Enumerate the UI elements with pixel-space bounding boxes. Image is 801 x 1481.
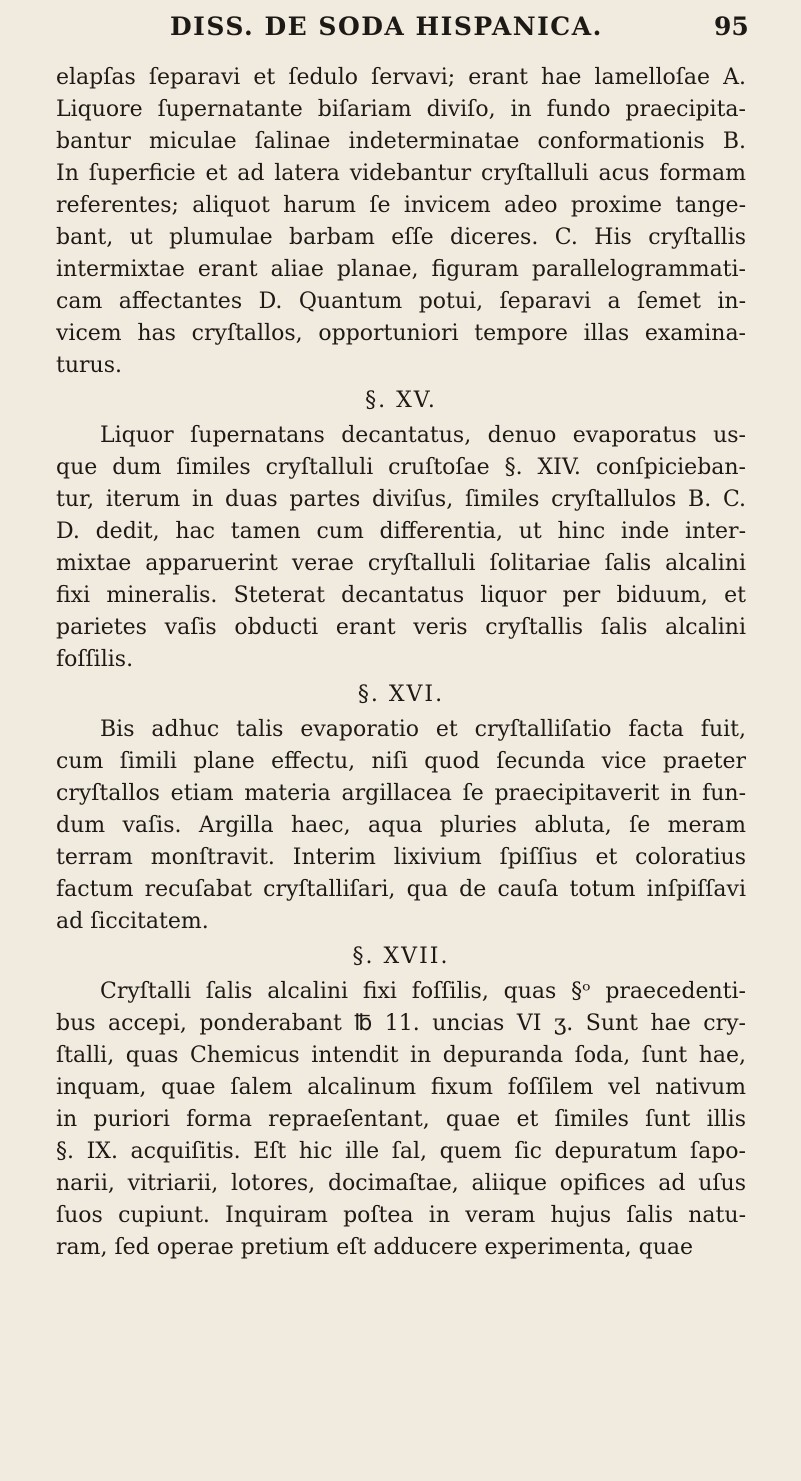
text-line: elapſas ſeparavi et ſedulo ſervavi; erant hae lamelloſae A. xyxy=(56,65,746,90)
text-line: factum recuſabat cryſtalliſari, qua de cauſa totum inſpiſſavi xyxy=(56,877,746,902)
text-line: bant, ut plumulae barbam eſſe diceres. C. His cryſtallis xyxy=(56,225,746,250)
section-heading: §. XVII. xyxy=(352,944,450,969)
text-line: Bis adhuc talis evaporatio et cryſtalliſatio facta fuit, xyxy=(100,717,746,742)
paragraph xyxy=(56,420,746,676)
text-line: ad ſiccitatem. xyxy=(56,909,209,934)
text-line: vicem has cryſtallos, opportuniori tempore illas examina- xyxy=(56,321,746,346)
text-line: tur, iterum in duas partes diviſus, ſimiles cryſtallulos B. C. xyxy=(56,487,746,512)
text-line: Liquore ſupernatante biſariam diviſo, in fundo praecipita- xyxy=(56,97,746,122)
text-line: terram monſtravit. Interim lixivium ſpiſſius et coloratius xyxy=(56,845,746,870)
section-heading: §. XV. xyxy=(365,388,437,413)
text-line: que dum ſimiles cryſtalluli cruſtoſae §. XIV. conſpicieban- xyxy=(56,455,746,480)
paragraph xyxy=(56,62,746,382)
text-line: turus. xyxy=(56,353,122,378)
text-line: Liquor ſupernatans decantatus, denuo evaporatus us- xyxy=(100,423,746,448)
text-line: Cryſtalli ſalis alcalini fixi foſſilis, quas §ᵒ praecedenti- xyxy=(100,979,746,1004)
text-line: dum vaſis. Argilla haec, aqua pluries abluta, ſe meram xyxy=(56,813,746,838)
running-head: DISS. DE SODA HISPANICA. xyxy=(170,12,603,41)
text-line: foſſilis. xyxy=(56,647,134,672)
text-line: mixtae apparuerint verae cryſtalluli ſolitariae ſalis alcalini xyxy=(56,551,746,576)
text-line: In ſuperficie et ad latera videbantur cryſtalluli acus formam xyxy=(56,161,746,186)
paragraph xyxy=(56,714,746,938)
text-line: parietes vaſis obducti erant veris cryſtallis ſalis alcalini xyxy=(56,615,746,640)
text-line: bantur miculae ſalinae indeterminatae conformationis B. xyxy=(56,129,746,154)
text-line: referentes; aliquot harum ſe invicem adeo proxime tange- xyxy=(56,193,746,218)
text-line: ſtalli, quas Chemicus intendit in depuranda ſoda, ſunt hae, xyxy=(56,1043,746,1068)
text-line: ram, ſed operae pretium eſt adducere experimenta, quae xyxy=(56,1235,694,1260)
text-line: intermixtae erant aliae planae, figuram parallelogrammati- xyxy=(56,257,746,282)
text-line: ſuos cupiunt. Inquiram poſtea in veram hujus ſalis natu- xyxy=(56,1203,746,1228)
paragraph xyxy=(56,976,746,1264)
text-line: D. dedit, hac tamen cum differentia, ut hinc inde inter- xyxy=(56,519,746,544)
text-line: bus accepi, ponderabant ℔ 11. uncias VI ʒ. Sunt hae cry- xyxy=(56,1011,746,1036)
text-line: cum ſimili plane effectu, niſi quod ſecunda vice praeter xyxy=(56,749,746,774)
text-line: narii, vitriarii, lotores, docimaſtae, aliique opifices ad uſus xyxy=(56,1171,746,1196)
text-line: in puriori forma repraeſentant, quae et ſimiles ſunt illis xyxy=(56,1107,746,1132)
text-line: cam affectantes D. Quantum potui, ſeparavi a ſemet in- xyxy=(56,289,746,314)
section-heading: §. XVI. xyxy=(357,682,445,707)
page-header xyxy=(0,8,801,48)
text-line: fixi mineralis. Steterat decantatus liquor per biduum, et xyxy=(56,583,746,608)
body-text xyxy=(56,62,746,1264)
text-line: §. IX. acquiſitis. Eſt hic ille ſal, quem ſic depuratum ſapo- xyxy=(56,1139,746,1164)
text-line: cryſtallos etiam materia argillacea ſe praecipitaverit in fun- xyxy=(56,781,746,806)
page-number: 95 xyxy=(714,12,749,41)
text-line: inquam, quae ſalem alcalinum fixum foſſilem vel nativum xyxy=(56,1075,746,1100)
